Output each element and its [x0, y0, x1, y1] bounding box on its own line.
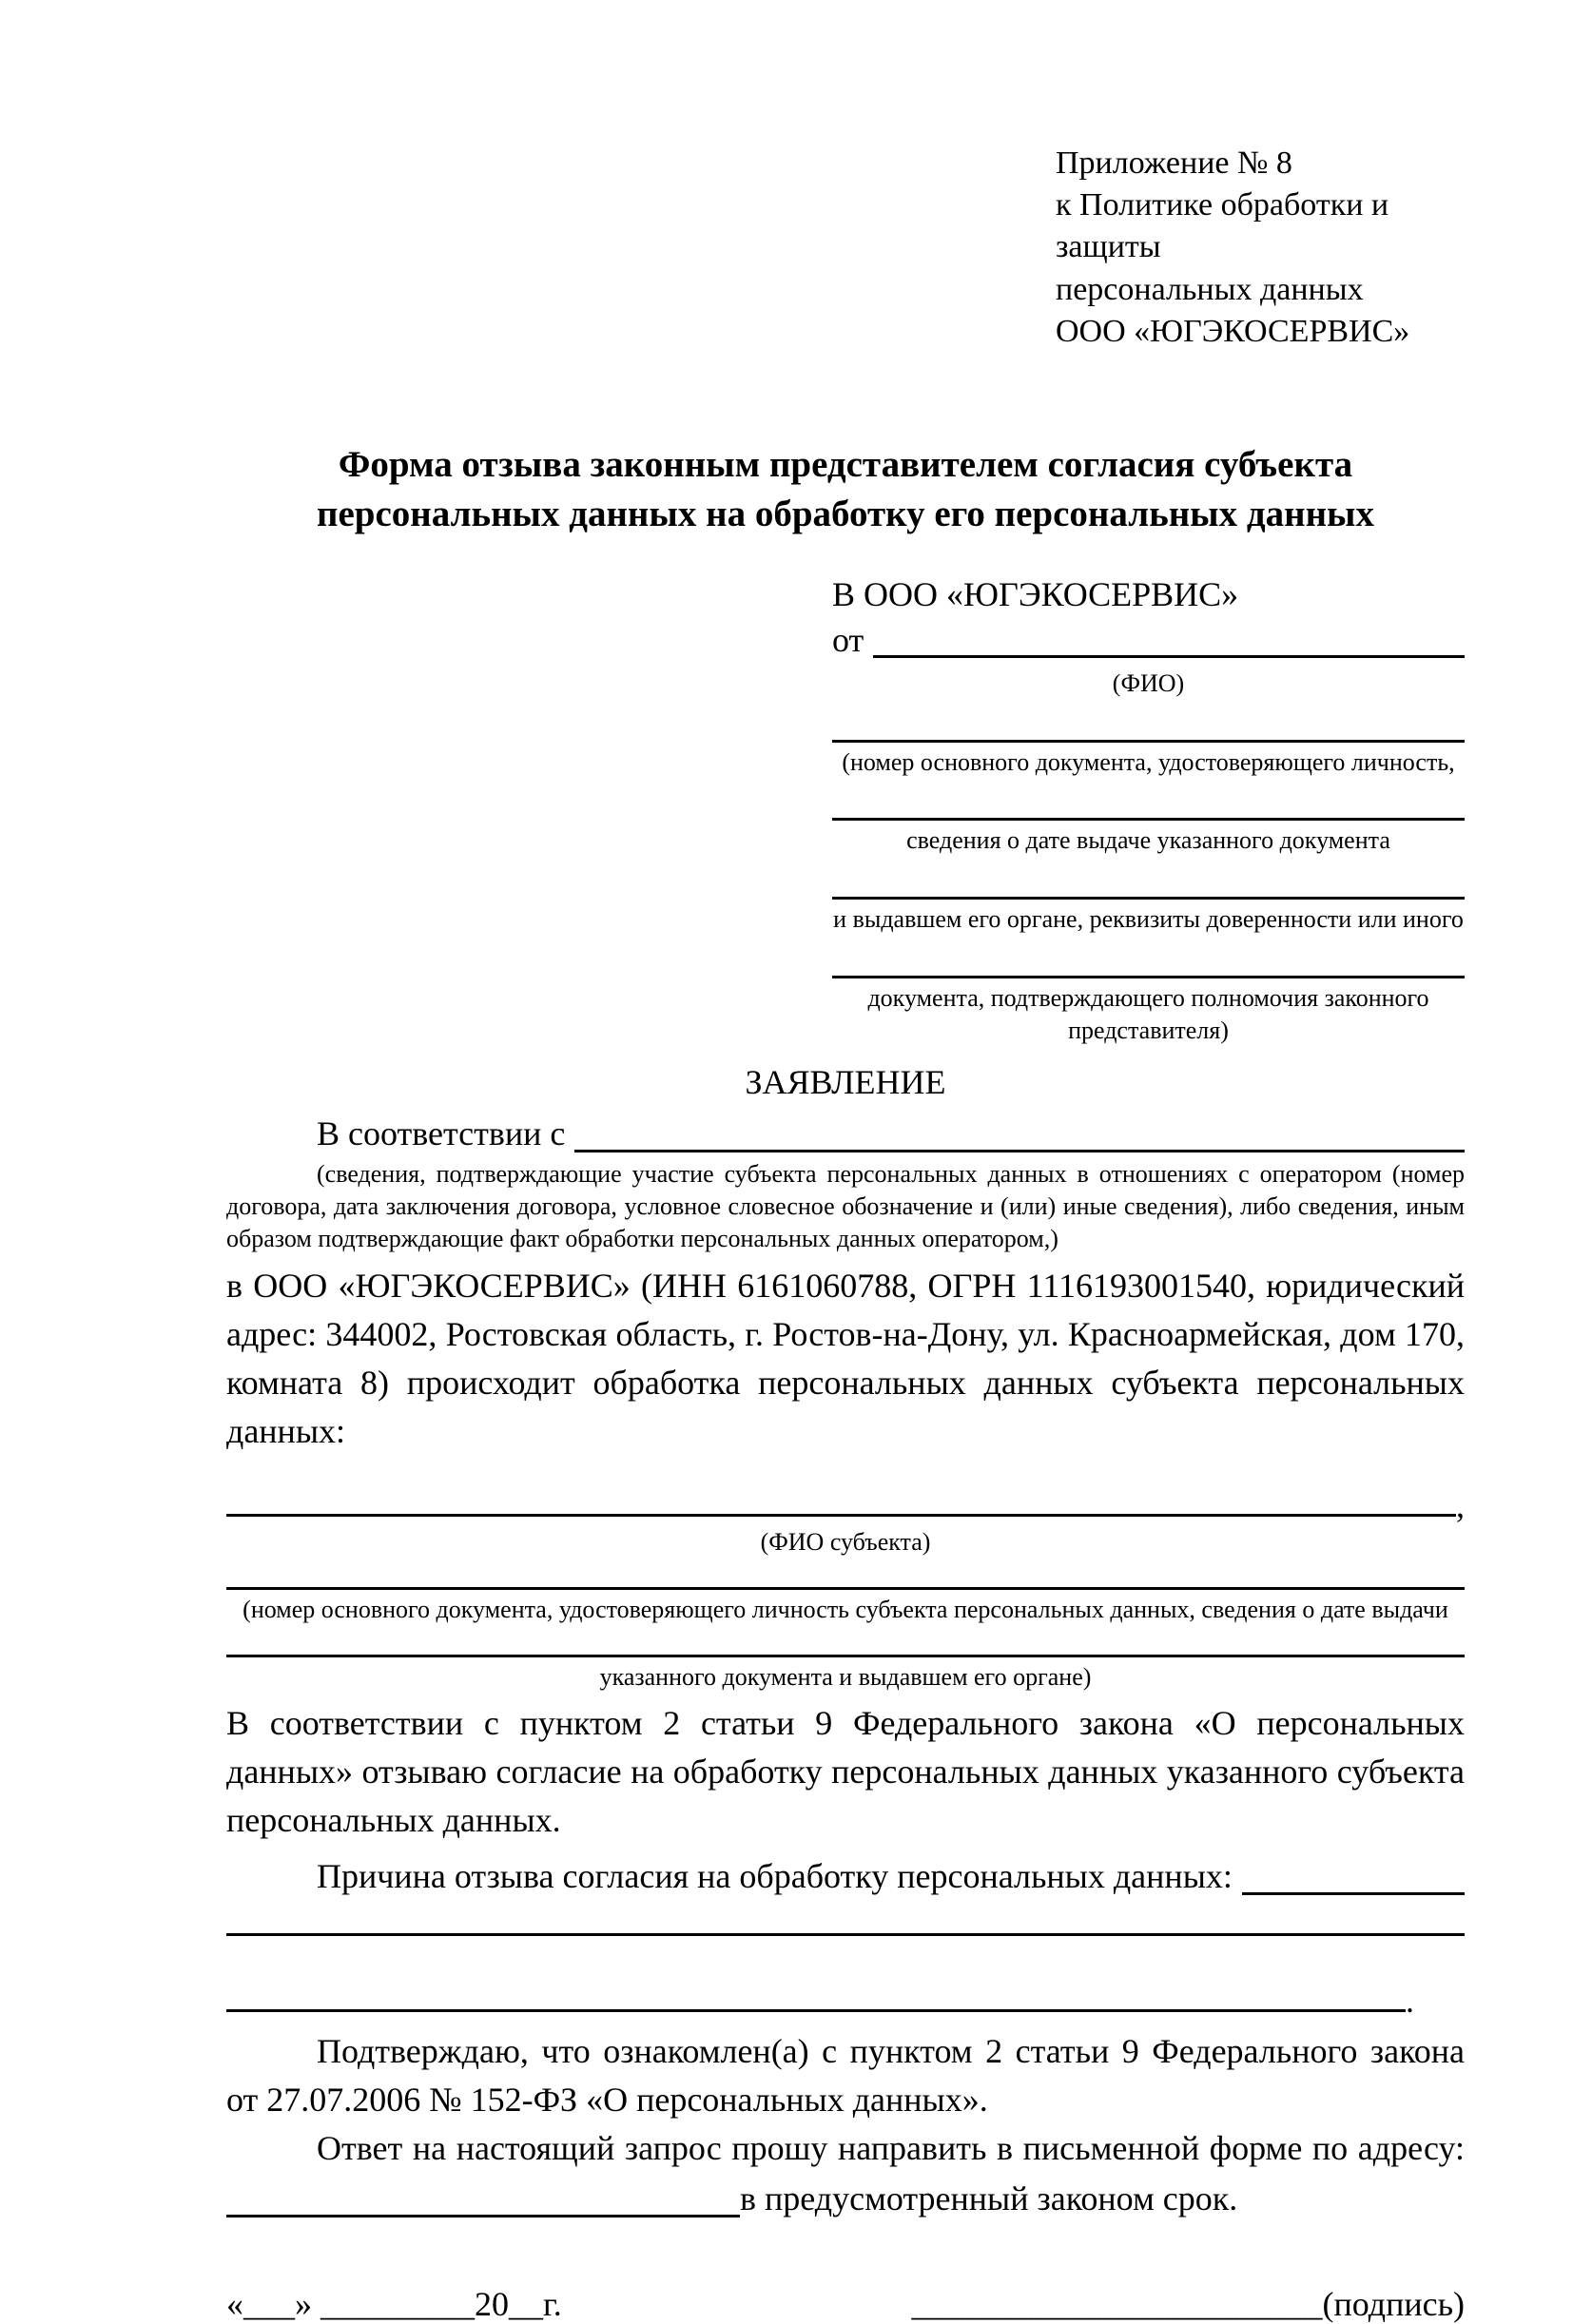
- reason-label: Причина отзыва согласия на обработку персональных данных:: [317, 1856, 1233, 1895]
- reply-tail-text: в предусмотренный законом срок.: [740, 2179, 1238, 2218]
- subject-id-field-line: [226, 1587, 1465, 1590]
- basis-intro-label: В соответствии с: [317, 1114, 566, 1152]
- subject-id-field-line-2: [226, 1655, 1465, 1657]
- fio-caption: (ФИО): [1112, 668, 1185, 697]
- comma-mark: ,: [1456, 1486, 1465, 1525]
- addressee-company: В ООО «ЮГЭКОСЕРВИС»: [832, 574, 1239, 613]
- header-line-appendix: Приложение № 8: [1056, 145, 1292, 181]
- issuing-authority-caption: и выдавшем его органе, реквизиты доверенности или иного: [833, 905, 1464, 934]
- basis-field-line: [574, 1150, 1465, 1152]
- from-row: [832, 617, 1465, 664]
- issue-date-field-line: [832, 818, 1465, 821]
- footer-row: [226, 2284, 1465, 2324]
- id-document-field-line: [832, 740, 1465, 743]
- reply-address-row: [226, 2175, 1465, 2223]
- confirmation-paragraph: Подтверждаю, что ознакомлен(а) с пунктом 2 статьи 9 Федерального закона от 27.07.2006 № 152-ФЗ «О персональных данных».: [226, 2031, 1465, 2120]
- reason-extra-row-2: [226, 1981, 1465, 2020]
- period-mark: .: [1406, 1981, 1414, 2020]
- fio-field-line: [873, 655, 1465, 658]
- document-title: Форма отзыва законным представителем согласия субъекта персональных данных на обработку его персональных данных: [316, 443, 1375, 534]
- signature-area: [912, 2284, 1465, 2324]
- basis-row: [226, 1110, 1465, 1158]
- attorney-document-caption: документа, подтверждающего полномочия законного представителя): [867, 984, 1429, 1044]
- header-line-policy-2: персональных данных: [1056, 271, 1364, 307]
- issuing-authority-field-line: [832, 897, 1465, 900]
- basis-note: (сведения, подтверждающие участие субъекта персональных данных в отношениях с оператором (номер договора, дата заключения договора, условное словесное обозначение и (или) иные сведения), либо сведения, иным образом подтверждающие факт обработки персональных данных оператором,): [226, 1159, 1465, 1253]
- addressee-block: [832, 571, 1465, 1047]
- subject-fio-row: [226, 1486, 1465, 1525]
- subject-fio-caption: (ФИО субъекта): [760, 1528, 931, 1557]
- header-line-policy-1: к Политике обработки и защиты: [1056, 187, 1389, 265]
- signature-caption: (подпись): [1322, 2285, 1465, 2324]
- id-document-caption: (номер основного документа, удостоверяющего личность,: [842, 747, 1455, 776]
- subject-fio-field-line: [226, 1514, 1456, 1517]
- withdrawal-paragraph: В соответствии с пунктом 2 статьи 9 Федерального закона «О персональных данных» отзываю согласие на обработку персональных данных указанного субъекта персональных данных.: [226, 1703, 1465, 1839]
- subject-id-caption-2: указанного документа и выдавшем его органе): [599, 1662, 1092, 1691]
- reason-field-line: [1242, 1892, 1465, 1895]
- document-header: [1056, 143, 1465, 353]
- operator-paragraph: в ООО «ЮГЭКОСЕРВИС» (ИНН 6161060788, ОГРН 1116193001540, юридический адрес: 344002, Ростовская область, г. Ростов-на-Дону, ул. Красноармейская, дом 170, комната 8) происходит обработка персональных данных субъекта персональных данных:: [226, 1266, 1465, 1450]
- issue-date-caption: сведения о дате выдаче указанного документа: [906, 826, 1390, 855]
- reply-intro-paragraph: Ответ на настоящий запрос прошу направить в письменной форме по адресу:: [317, 2129, 1465, 2168]
- header-line-company: ООО «ЮГЭКОСЕРВИС»: [1056, 313, 1410, 349]
- statement-heading: ЗАЯВЛЕНИЕ: [745, 1062, 946, 1101]
- reason-row: [226, 1852, 1465, 1901]
- signature-line: ________________________: [911, 2285, 1323, 2324]
- reason-extra-field-line-2: [226, 2009, 1406, 2012]
- reason-extra-field-line-1: [226, 1933, 1465, 1936]
- date-line: «___» _________20__г.: [226, 2285, 562, 2324]
- subject-id-caption-1: (номер основного документа, удостоверяющего личность субъекта персональных данных, сведения о дате выдачи: [243, 1595, 1448, 1623]
- reply-address-field-line: [226, 2215, 740, 2217]
- from-label: от: [832, 621, 864, 660]
- attorney-document-field-line: [832, 976, 1465, 978]
